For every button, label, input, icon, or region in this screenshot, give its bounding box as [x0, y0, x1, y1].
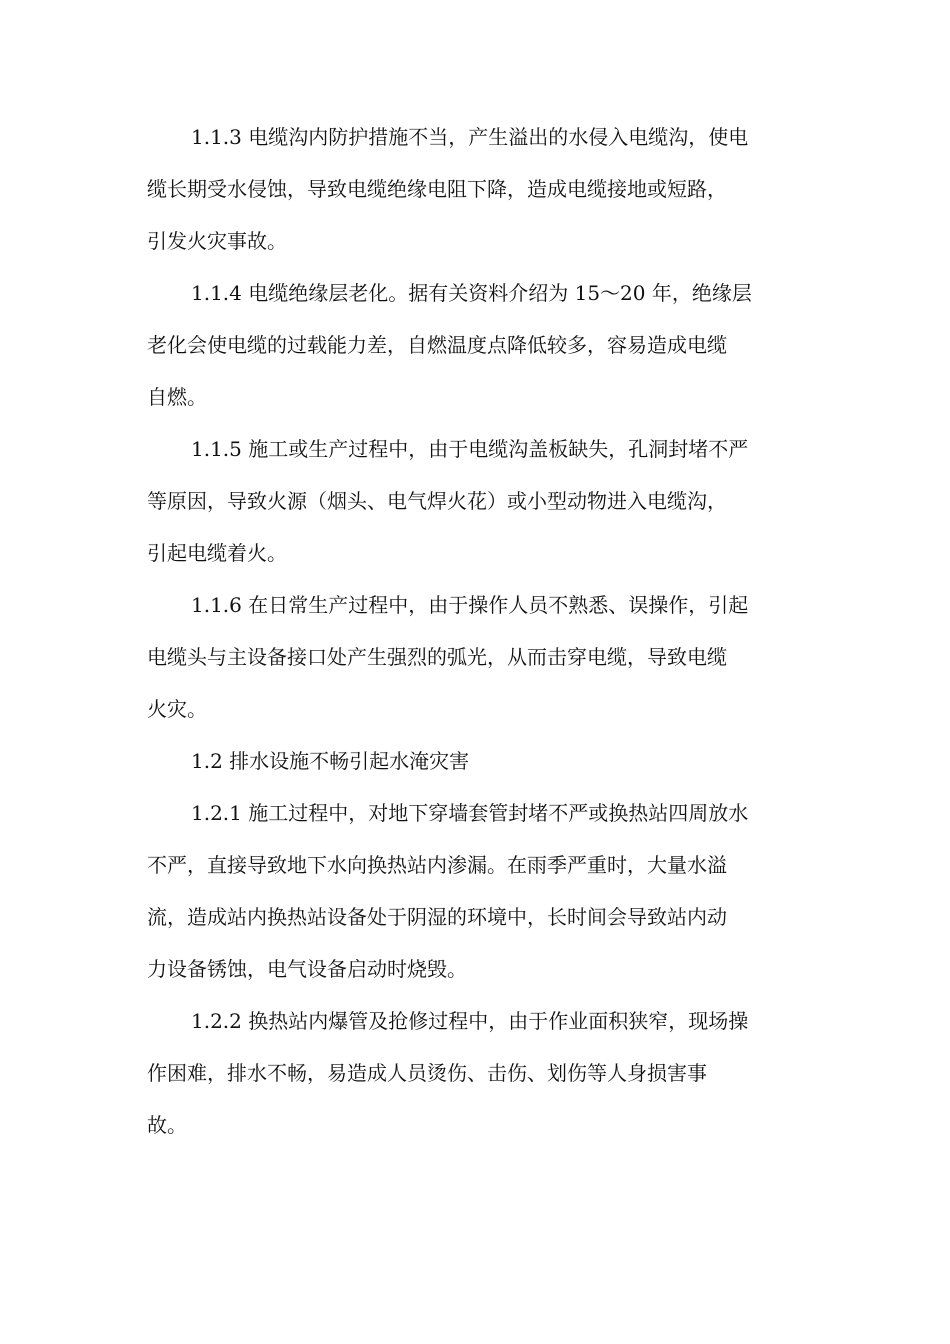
text-line: 火灾。 [147, 697, 207, 721]
text-line: 引发火灾事故。 [147, 229, 287, 253]
text-line: 1.1.4 电缆绝缘层老化。据有关资料介绍为 15～20 年，绝缘层 [191, 281, 752, 305]
text-line: 1.1.6 在日常生产过程中，由于操作人员不熟悉、误操作，引起 [191, 593, 749, 617]
text-line: 1.1.5 施工或生产过程中，由于电缆沟盖板缺失，孔洞封堵不严 [191, 437, 749, 461]
text-line: 力设备锈蚀，电气设备启动时烧毁。 [147, 957, 467, 981]
text-line: 老化会使电缆的过载能力差，自燃温度点降低较多，容易造成电缆 [147, 333, 727, 357]
text-line: 作困难，排水不畅，易造成人员烫伤、击伤、划伤等人身损害事 [147, 1061, 707, 1085]
text-line: 电缆头与主设备接口处产生强烈的弧光，从而击穿电缆，导致电缆 [147, 645, 727, 669]
text-line: 1.2.1 施工过程中，对地下穿墙套管封堵不严或换热站四周放水 [191, 801, 749, 825]
text-line: 1.1.3 电缆沟内防护措施不当，产生溢出的水侵入电缆沟，使电 [191, 125, 749, 149]
text-line: 缆长期受水侵蚀，导致电缆绝缘电阻下降，造成电缆接地或短路， [147, 177, 727, 201]
text-line: 等原因，导致火源（烟头、电气焊火花）或小型动物进入电缆沟， [147, 489, 727, 513]
text-line: 1.2.2 换热站内爆管及抢修过程中，由于作业面积狭窄，现场操 [191, 1009, 749, 1033]
text-line: 流，造成站内换热站设备处于阴湿的环境中，长时间会导致站内动 [147, 905, 727, 929]
text-line: 自燃。 [147, 385, 207, 409]
text-line: 不严，直接导致地下水向换热站内渗漏。在雨季严重时，大量水溢 [147, 853, 727, 877]
section-heading: 1.2 排水设施不畅引起水淹灾害 [191, 749, 470, 773]
text-line: 故。 [147, 1113, 187, 1137]
text-line: 引起电缆着火。 [147, 541, 287, 565]
